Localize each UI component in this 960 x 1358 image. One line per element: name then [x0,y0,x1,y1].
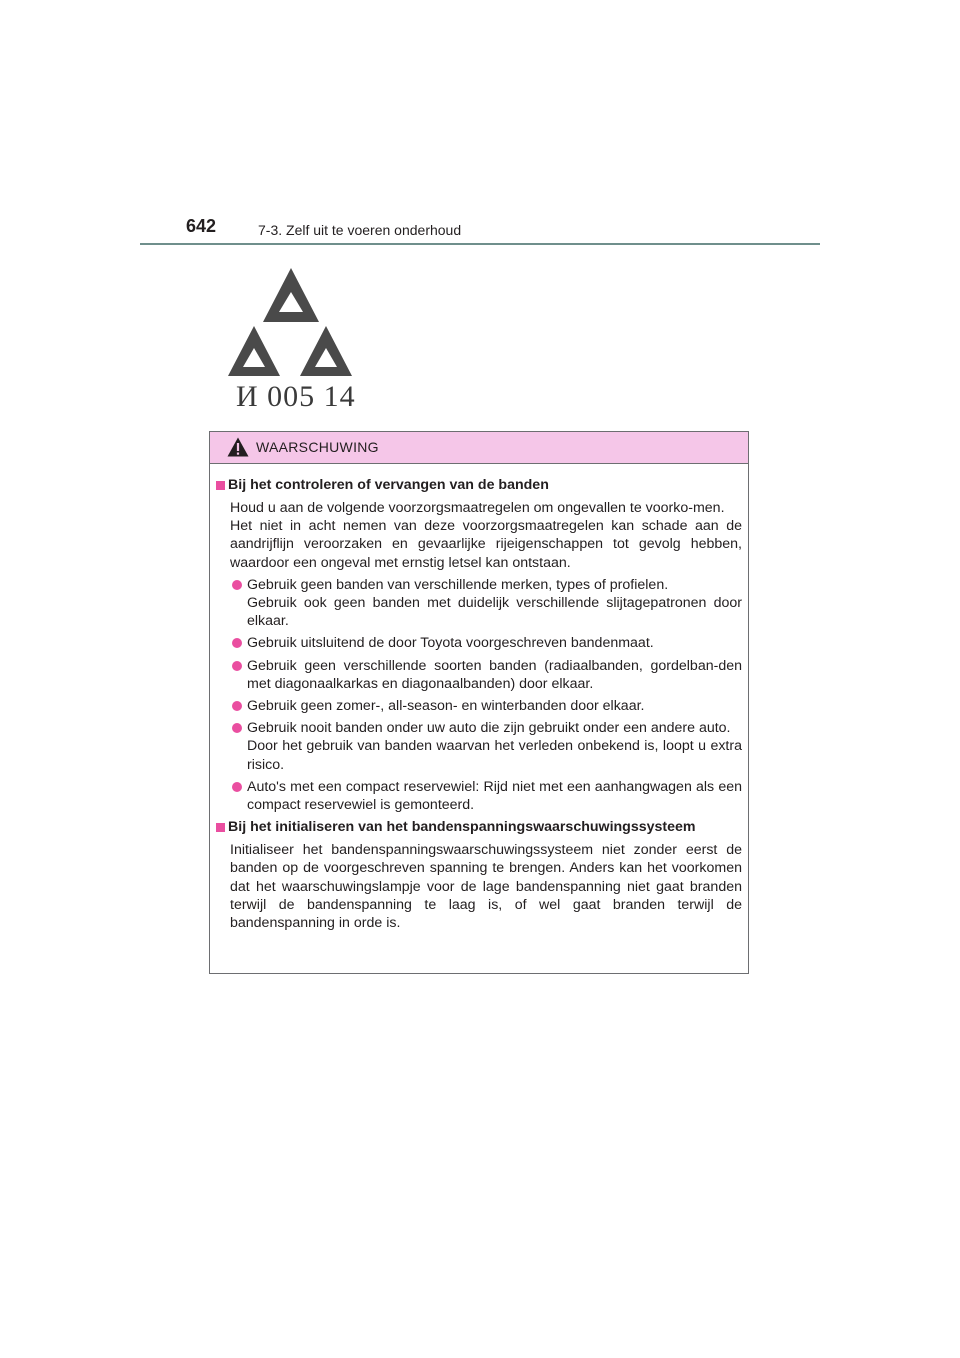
round-bullet-icon [232,782,242,792]
list-item [216,697,742,715]
list-item-text: Door het gebruik van banden waarvan het verleden onbekend is, loopt u extra risico. [247,738,742,773]
list-item [216,719,742,774]
section-title: 7-3. Zelf uit te voeren onderhoud [258,222,462,238]
section-heading-text: Bij het controleren of vervangen van de banden [228,477,549,493]
list-item-text: Gebruik uitsluitend de door Toyota voorgeschreven bandenmaat. [247,635,654,652]
round-bullet-icon [232,661,242,671]
round-bullet-icon [232,638,242,648]
list-item [216,576,742,631]
warning-header [210,432,748,464]
paragraph: Houd u aan de volgende voorzorgsmaatregelen om ongevallen te voorko-men. [230,500,725,516]
list-item [216,778,742,814]
marking-code: И 005 14 [236,380,356,413]
list-item-text: Gebruik geen verschillende soorten banden (radiaalbanden, gordelban-den met diagonaalkarkas en diagonaalbanden) door elkaar. [247,657,742,692]
square-bullet-icon [216,481,225,490]
paragraph: Het niet in acht nemen van deze voorzorgsmaatregelen kan schade aan de aandrijflijn veroorzaken en gevaarlijke rijeigenschappen tot gevolg hebben, waardoor een ongeval met ernstig letsel kan ontstaan. [230,518,742,571]
page-number: 642 [186,216,217,236]
section-heading-text: Bij het initialiseren van het bandenspanningswaarschuwingssysteem [228,819,696,836]
list-item [216,634,742,652]
warning-title: WAARSCHUWING [256,439,379,455]
section-heading [216,818,742,837]
square-bullet-icon [216,823,225,832]
tire-marking-figure [226,266,356,416]
list-item-text: Auto's met een compact reservewiel: Rijd niet met een aanhangwagen als een compact reservewiel is gemonteerd. [247,778,742,814]
list-item-text: Gebruik ook geen banden met duidelijk verschillende slijtagepatronen door elkaar. [247,595,742,630]
list-item [216,657,742,693]
round-bullet-icon [232,723,242,733]
round-bullet-icon [232,580,242,590]
list-item-text: Gebruik geen zomer-, all-season- en winterbanden door elkaar. [247,698,645,715]
round-bullet-icon [232,701,242,711]
warning-body [210,464,748,932]
list-item-text: Gebruik geen banden van verschillende merken, types of profielen. [247,576,669,593]
list-item-text: Gebruik nooit banden onder uw auto die zijn gebruikt onder een andere auto. [247,720,731,737]
paragraph: Initialiseer het bandenspanningswaarschuwingssysteem niet zonder eerst de banden op de voorgeschreven spanning te brengen. Anders kan het voorkomen dat het waarschuwingslampje voor de lage bandenspanning niet gaat branden terwijl de bandenspanning te laag is, of wel gaat branden terwijl de bandenspanning in orde is. [230,842,742,932]
triangle-marking-icon [226,266,356,382]
warning-box [209,431,749,974]
warning-triangle-icon [227,437,249,457]
section-heading [216,476,742,495]
header-rule [140,243,820,245]
